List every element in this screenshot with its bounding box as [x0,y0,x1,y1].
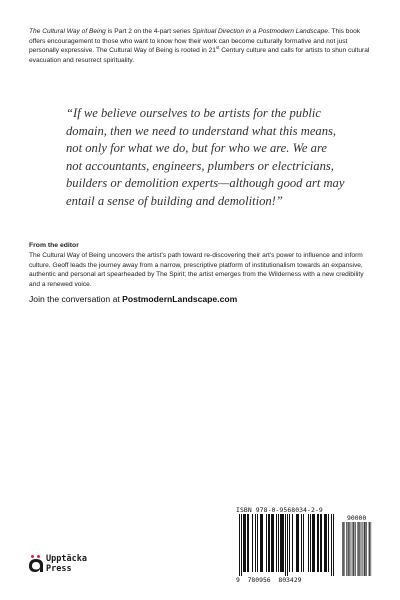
series-title: Spiritual Direction in a Postmodern Landscape [192,28,328,35]
barcode-bar [314,514,315,572]
addon-bar [364,522,365,576]
ordinal-superscript: st [215,45,220,50]
isbn-label: ISBN 978-0-9568034-2-9 [236,506,323,514]
addon-bar [351,522,352,576]
barcode-bar [255,514,256,572]
isbn-barcode [236,506,376,586]
addon-bar [353,522,354,576]
barcode-bar [241,514,242,576]
barcode-bar [244,514,245,572]
barcode-bar [289,514,290,572]
barcode-bar [239,514,240,576]
barcode-bar [272,514,273,572]
barcode-bar [278,514,279,572]
barcode-bars [236,514,376,578]
editor-section [29,241,374,289]
addon-bar [342,522,343,576]
barcode-bar [247,514,248,572]
barcode-bar [271,514,272,572]
pull-quote: “If we believe ourselves to be artists for the public domain, then we need to understand what this means, not only for what we do, but for who we are. We are not accountants, engineers, plumbers or electricians, builders or demolition experts—although good art may entail a sense of building and demolition!” [66,106,345,208]
join-text: Join the conversation at [29,294,123,304]
addon-bar [343,522,344,576]
editor-heading: From the editor [29,242,79,249]
addon-bar [366,522,367,576]
barcode-bar [260,514,261,572]
barcode-bar [328,514,329,572]
barcode-bar [269,514,270,572]
barcode-bar [301,514,302,572]
barcode-bar [313,514,314,572]
barcode-bar [280,514,281,572]
barcode-bar [257,514,258,572]
barcode-bar [331,514,332,576]
barcode-digits [236,576,346,584]
barcode-bar [310,514,311,572]
addon-bar [364,522,365,576]
addon-bar [361,522,362,576]
barcode-bar [285,514,286,576]
barcode-bar [321,514,322,572]
addon-bar [371,522,372,576]
addon-bar [365,522,366,576]
addon-bar [344,522,345,576]
addon-bar [355,522,356,576]
barcode-bar [324,514,325,572]
barcode-bar [262,514,263,572]
barcode-bar [282,514,283,572]
barcode-bar [296,514,297,572]
publisher-name [46,554,87,574]
barcode-bar [248,514,249,572]
addon-bar [354,522,355,576]
book-description [29,27,374,65]
website-link[interactable]: PostmodernLandscape.com [122,294,238,304]
description-text-2: . This book offers encouragement to those who want to know how their work can become culturally formative and not just personally expressive. The Cultural Way of Being is rooted in 21 [29,28,361,55]
barcode-bar [317,514,318,572]
barcode-bar [245,514,246,572]
barcode-bar [273,514,274,572]
join-conversation [29,294,374,305]
barcode-bar [287,514,288,576]
addon-bar [348,522,349,576]
barcode-bar [283,514,284,572]
addon-bar [362,522,363,576]
addon-bar [346,522,347,576]
addon-bar [348,522,349,576]
price-code: 90000 [347,514,367,522]
publisher-logo [28,551,108,575]
barcode-left-digits: 780956 [247,576,271,584]
barcode-bar [320,514,321,572]
barcode-bar [308,514,309,572]
addon-bar [369,522,370,576]
addon-bar [369,522,370,576]
addon-bar [359,522,360,576]
barcode-right-digits: 803429 [278,576,302,584]
publisher-name-line-1: Upptäcka [46,554,87,564]
editor-body: The Cultural Way of Being uncovers the artist’s path toward re-discovering their art’s power to influence and inform culture. Geoff leads the journey away from a narrow, prescriptive platform of institutionalism towards an expansive, authentic and personal art spearheaded by The Spirit; the artist emerges from the Wilderness with a new credibility and a renewed voice. [29,252,364,288]
barcode-bar [303,514,304,572]
addon-bar [349,522,350,576]
publisher-mark-icon [28,555,44,573]
barcode-bar [261,514,262,572]
addon-bar [358,522,359,576]
barcode-bar [298,514,299,572]
description-text-3: Century culture and calls for artists to shun cultural evacuation and resurrect spirituality. [29,47,370,64]
barcode-bar [318,514,319,572]
barcode-bar [292,514,293,572]
barcode-bar [325,514,326,572]
addon-bar [353,522,354,576]
barcode-bar [276,514,277,572]
barcode-bar [333,514,334,576]
barcode-bar [312,514,313,572]
barcode-bar [243,514,244,572]
description-text-1: is Part 2 on the 4-part series [105,28,193,35]
barcode-bar [281,514,282,572]
addon-bar [358,522,359,576]
barcode-bar [297,514,298,572]
barcode-first-digit: 9 [236,576,240,584]
barcode-bar [266,514,267,572]
barcode-bar [252,514,253,572]
publisher-name-line-2: Press [46,564,72,574]
barcode-bar [326,514,327,572]
barcode-bar [268,514,269,572]
book-title: The Cultural Way of Being [29,28,106,35]
